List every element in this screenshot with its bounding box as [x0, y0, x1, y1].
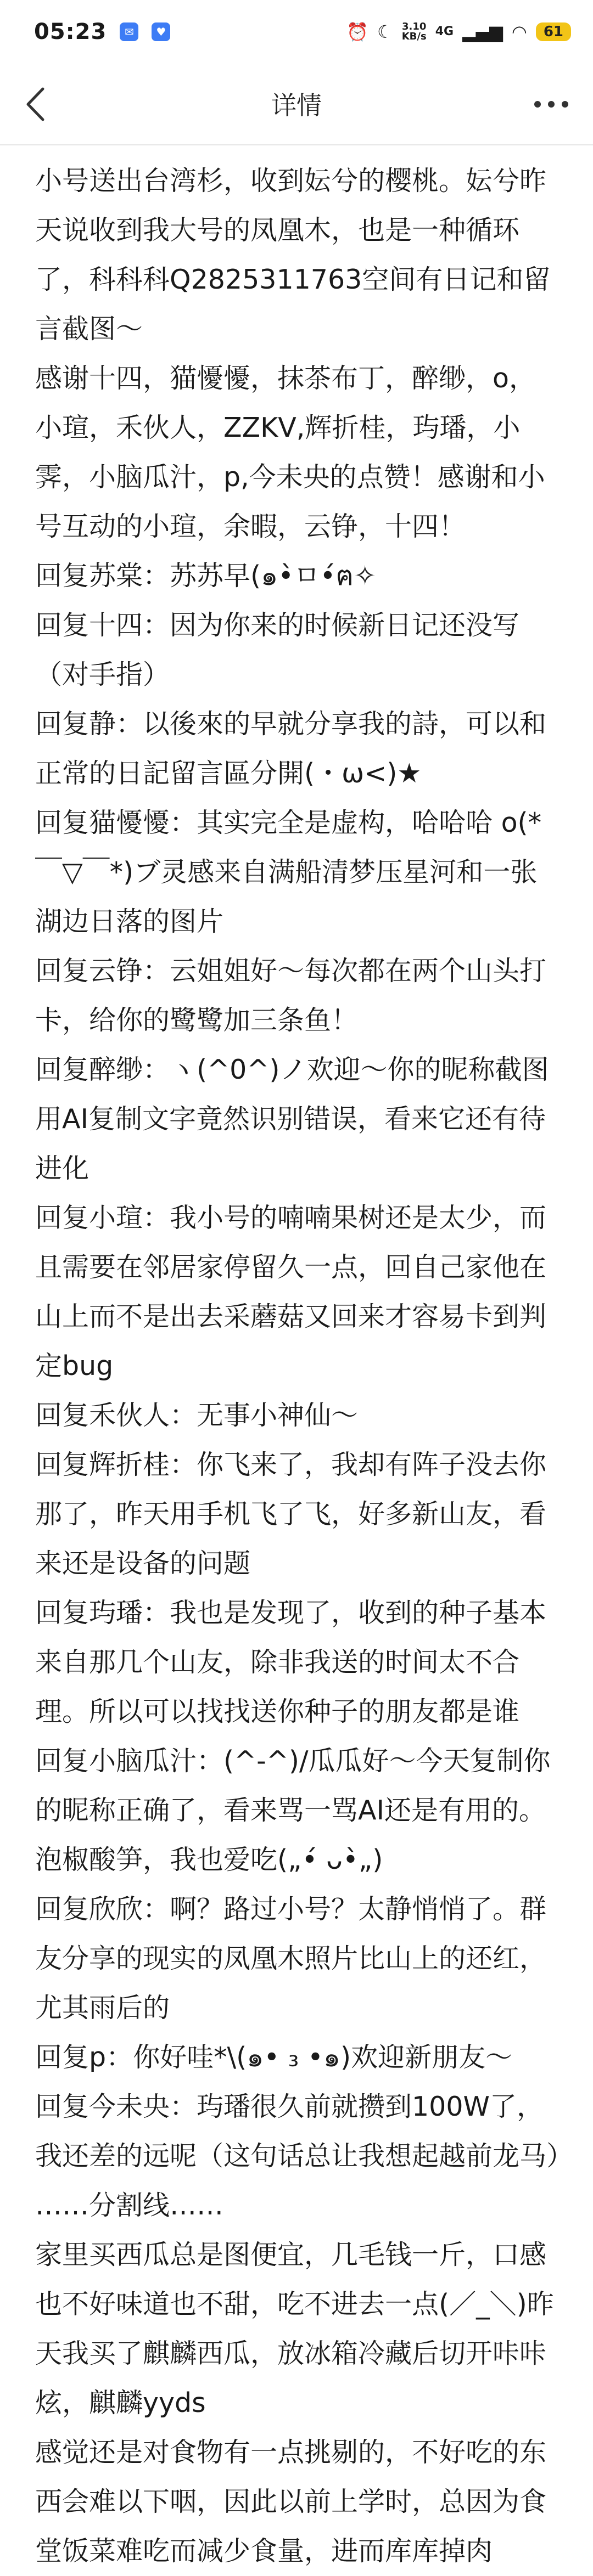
paragraph: 回复云铮：云姐姐好～每次都在两个山头打卡，给你的鹭鹭加三条鱼！ [35, 955, 547, 1036]
paragraph: 回复玙璠：我也是发现了，收到的种子基本来自那几个山友，除非我送的时间太不合理。所以可以找找送你种子的朋友都是谁 [35, 1597, 547, 1727]
paragraph: 感觉还是对食物有一点挑剔的，不好吃的东西会难以下咽，因此以前上学时，总因为食堂饭菜难吃而减少食量，进而库库掉肉 [35, 2437, 547, 2567]
paragraph: 回复欣欣：啊？路过小号？太静悄悄了。群友分享的现实的凤凰木照片比山上的还红，尤其雨后的 [35, 1893, 547, 2023]
signal-label: 4G [435, 25, 454, 38]
paragraph: 回复静：以後來的早就分享我的詩，可以和正常的日記留言區分開(・ω<)★ [35, 708, 547, 789]
paragraph: 家里买西瓜总是图便宜，几毛钱一斤，口感也不好味道也不甜，吃不进去一点(／_＼)昨天我买了麒麟西瓜，放冰箱冷藏后切开咔咔炫，麒麟yyds [35, 2239, 554, 2419]
notification-app-icon-2: ♥ [152, 22, 170, 41]
paragraph: 回复禾伙人：无事小神仙～ [35, 1400, 359, 1431]
net-speed-unit: KB/s [401, 30, 427, 42]
net-speed-value: 3.10 [401, 20, 427, 32]
paragraph: 回复苏棠：苏苏早(๑•̀ㅁ•́ฅ✧ [35, 560, 377, 591]
more-options-button[interactable] [529, 91, 573, 118]
paragraph: 小号送出台湾杉，收到妘兮的樱桃。妘兮昨天说收到我大号的凤凰木，也是一种循环了，科科科Q2825311763空间有日记和留言截图～ [35, 165, 551, 345]
paragraph: 回复猫懮懮：其实完全是虚构，哈哈哈 o(*￣▽￣*)ブ灵感来自满船清梦压星河和一张湖边日落的图片 [35, 807, 542, 937]
notification-app-icon: ✉ [120, 22, 138, 41]
paragraph: 回复辉折桂：你飞来了，我却有阵子没去你那了，昨天用手机飞了飞，好多新山友，看来还是设备的问题 [35, 1449, 547, 1579]
paragraph: 回复今未央：玙璠很久前就攒到100W了，我还差的远呢（这句话总让我想起越前龙马） [35, 2091, 574, 2172]
paragraph: 回复小脑瓜汁：(^-^)/瓜瓜好～今天复制你的昵称正确了，看来骂一骂AI还是有用的。泡椒酸笋，我也爱吃(„•́ ᴗ•̀„) [35, 1745, 551, 1875]
wifi-icon: ◠ [511, 21, 527, 42]
paragraph: 回复十四：因为你来的时候新日记还没写（对手指） [35, 610, 520, 690]
status-left [34, 19, 170, 44]
cellular-signal-icon: ▂▄▆ [462, 21, 503, 42]
divider-text: ……分割线…… [35, 2190, 224, 2221]
back-button[interactable] [18, 85, 53, 123]
status-time: 05:23 [34, 19, 107, 44]
status-right [346, 21, 571, 42]
status-bar [0, 0, 593, 63]
more-dots-icon [534, 100, 569, 108]
nav-bar [0, 63, 593, 145]
paragraph: 回复小瑄：我小号的喃喃果树还是太少，而且需要在邻居家停留久一点，回自己家他在山上而不是出去采蘑菇又回来才容易卡到判定bug [35, 1202, 547, 1382]
battery-indicator: 61 [536, 22, 571, 41]
paragraph: 感谢十四，猫懮懮，抹茶布丁，醉缈，o，小瑄，禾伙人，ZZKV,辉折桂，玙璠，小霁，小脑瓜汁，p,今未央的点赞！感谢和小号互动的小瑄，余暇，云铮，十四！ [35, 363, 545, 542]
alarm-icon: ⏰ [346, 21, 369, 42]
chevron-left-icon [25, 87, 45, 121]
net-speed [402, 22, 427, 42]
moon-icon: ☾ [377, 21, 393, 42]
diary-content [0, 145, 593, 2576]
page-title: 详情 [271, 91, 322, 120]
paragraph: 回复p：你好哇*\(๑• ₃ •๑)欢迎新朋友～ [35, 2042, 513, 2073]
paragraph: 回复醉缈：ヽ(^0^)ノ欢迎～你的昵称截图用AI复制文字竟然识别错误，看来它还有待进化 [35, 1054, 549, 1184]
